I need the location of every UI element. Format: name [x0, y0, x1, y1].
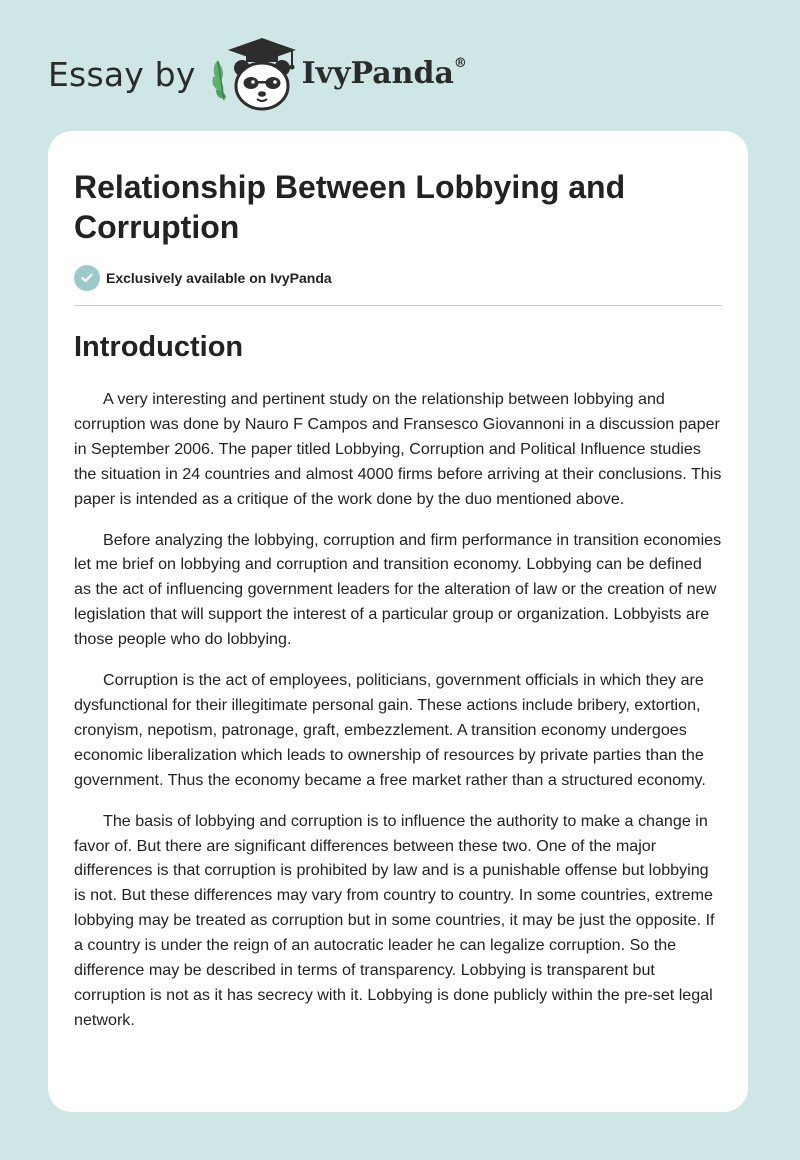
exclusive-label: Exclusively available on IvyPanda	[106, 270, 332, 286]
panda-graduate-logo-icon[interactable]	[208, 36, 304, 112]
divider	[74, 305, 722, 306]
page-title: Relationship Between Lobbying and Corruption	[74, 169, 626, 245]
site-header	[48, 34, 467, 114]
essay-card	[48, 131, 748, 1112]
paragraph: Before analyzing the lobbying, corruption and firm performance in transition economies let me brief on lobbying and corruption and transition economy. Lobbying can be defined as the act of influencing government leaders for the alteration of law or the creation of new legislation that will support the interest of a particular group or organization. Lobbyists are those people who do lobbying.	[74, 530, 722, 649]
exclusive-badge	[74, 265, 722, 291]
leaf-icon	[212, 60, 226, 100]
article-body	[74, 387, 722, 1033]
section-heading-introduction: Introduction	[74, 331, 244, 363]
panda-face-icon	[234, 60, 290, 109]
paragraph: A very interesting and pertinent study on the relationship between lobbying and corruption was done by Nauro F Campos and Fransesco Giovannoni in a discussion paper in September 2006. The paper titled Lobbying, Corruption and Political Influence studies the situation in 24 countries and almost 4000 firms before arriving at their conclusions. This paper is intended as a critique of the work done by the duo mentioned above.	[74, 390, 722, 508]
brand-name[interactable]: IvyPanda®	[301, 56, 467, 91]
check-circle-icon	[74, 265, 100, 291]
brand-prefix: Essay by	[48, 54, 196, 94]
paragraph: Corruption is the act of employees, politicians, government officials in which they are dysfunctional for their illegitimate personal gain. These actions include bribery, extortion, cronyism, nepotism, patronage, graft, embezzlement. A transition economy undergoes economic liberalization which leads to ownership of resources by private parties than the government. Thus the economy became a free market rather than a structured economy.	[74, 671, 706, 789]
registered-mark: ®	[453, 56, 467, 71]
paragraph: The basis of lobbying and corruption is to influence the authority to make a change in favor of. But there are significant differences between these two. One of the major differences is that corruption is prohibited by law and is a punishable offense but lobbying is not. But these differences may vary from country to country. In some countries, extreme lobbying may be treated as corruption but in some countries, it may be just the opposite. If a country is under the reign of an autocratic leader he can legalize corruption. So the difference may be described in terms of transparency. Lobbying is transparent but corruption is not as it has secrecy with it. Lobbying is done publicly within the pre-set legal network.	[74, 811, 715, 1029]
